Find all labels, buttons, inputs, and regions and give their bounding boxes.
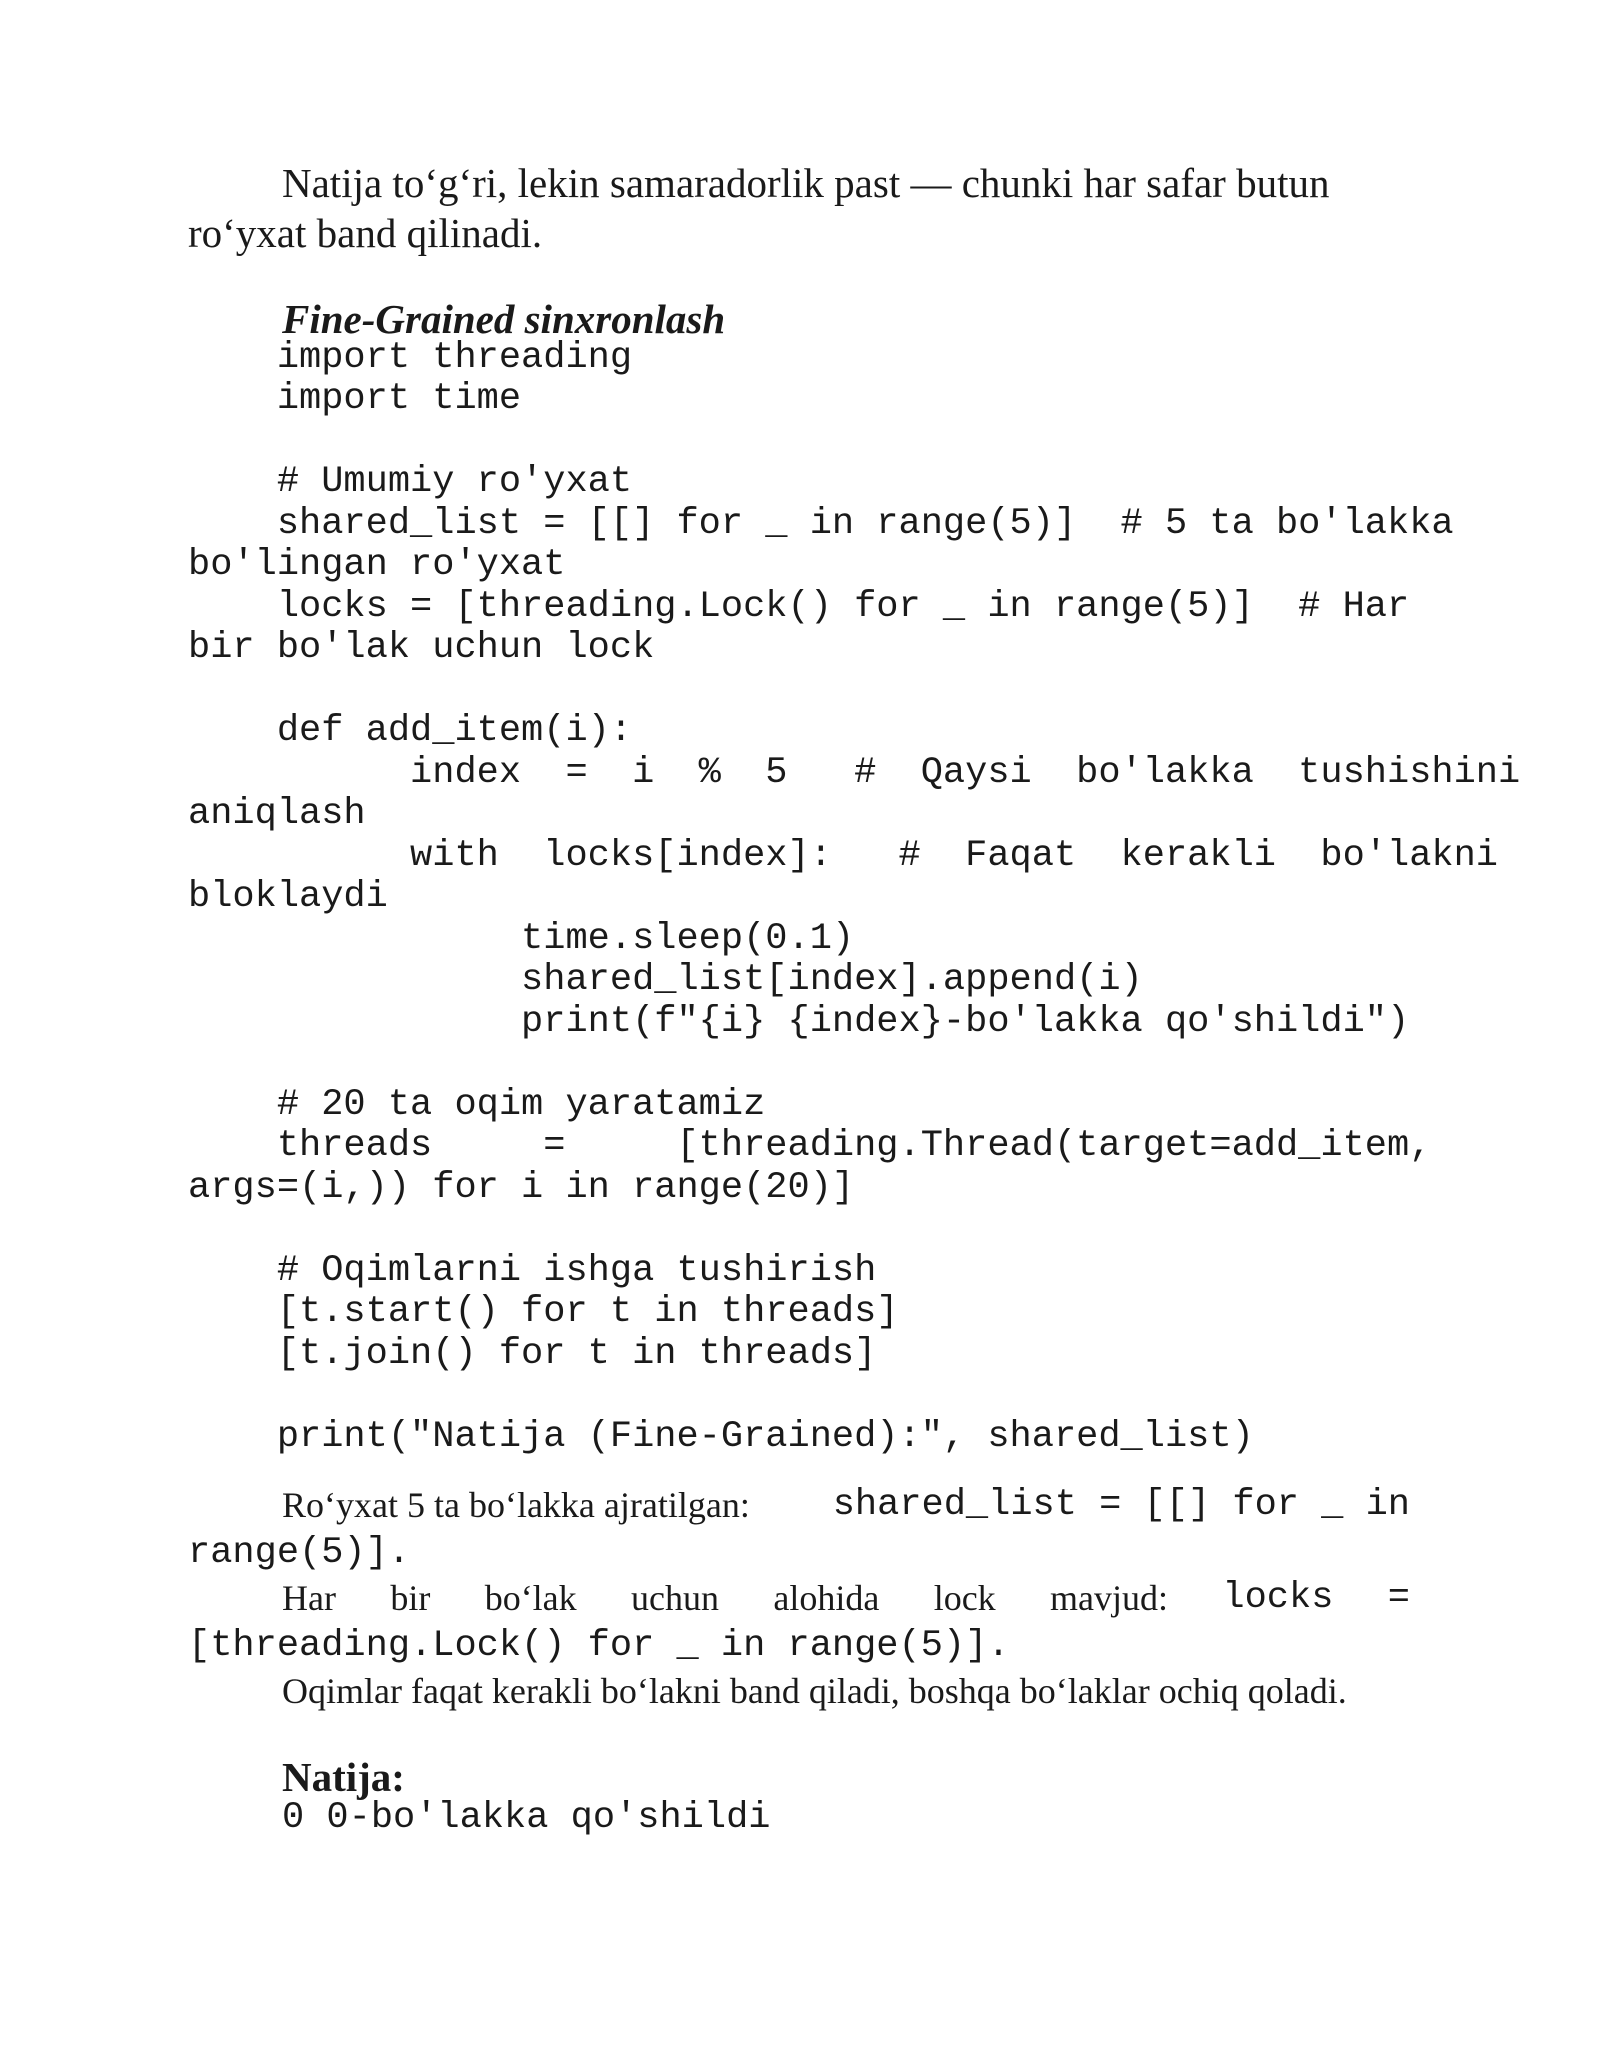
code-line: bo'lingan ro'yxat <box>188 544 566 586</box>
intro-line-1: Natija to‘g‘ri, lekin samaradorlik past — chunki har safar butun <box>282 160 1330 206</box>
explain-line-3 <box>188 1576 1410 1621</box>
code-line: bir bo'lak uchun lock <box>188 627 655 669</box>
explain-word: lock <box>933 1578 996 1618</box>
explain-word: alohida <box>773 1578 880 1618</box>
code-line <box>188 1375 1410 1417</box>
result-line: 0 0-bo'lakka qo'shildi <box>282 1796 771 1839</box>
explain-word: uchun <box>631 1578 719 1618</box>
code-line: print(f"{i} {index}-bo'lakka qo'shildi") <box>188 1000 1410 1043</box>
spacer <box>188 1458 1410 1483</box>
explain-word: bo‘lak <box>484 1578 577 1618</box>
code-line: shared_list = [[] for _ in range(5)] # 5 ta bo'lakka <box>188 502 1454 545</box>
code-line <box>188 1043 1410 1085</box>
code-line: # 20 ta oqim yaratamiz <box>188 1083 766 1126</box>
explain-line-1 <box>188 1483 1410 1528</box>
code-line <box>188 1209 1410 1251</box>
spacer <box>188 258 1410 300</box>
code-line: import threading <box>188 336 633 379</box>
explain-line-5 <box>188 1669 1410 1714</box>
code-line: [t.join() for t in threads] <box>188 1332 877 1375</box>
explain-text-1: Ro‘yxat 5 ta bo‘lakka ajratilgan: <box>282 1485 750 1525</box>
code-line: # Umumiy ro'yxat <box>188 461 633 503</box>
code-line: print("Natija (Fine-Grained):", shared_list) <box>188 1415 1254 1458</box>
document-page <box>188 158 1521 1839</box>
explain-line-2 <box>188 1528 1410 1576</box>
code-line: # Oqimlarni ishga tushirish <box>188 1249 877 1292</box>
spacer <box>188 1714 1410 1756</box>
code-line: args=(i,)) for i in range(20)] <box>188 1166 855 1209</box>
code-line: time.sleep(0.1) <box>188 917 855 960</box>
explain-word: = <box>1387 1577 1410 1619</box>
code-line: def add_item(i): <box>188 710 633 752</box>
code-line: [t.start() for t in threads] <box>188 1291 899 1333</box>
result-heading: Natija: <box>282 1753 405 1800</box>
code-line: threads = [threading.Thread(target=add_item, <box>188 1125 1432 1167</box>
explain-word: mavjud: <box>1050 1578 1169 1618</box>
code-line: locks = [threading.Lock() for _ in range(5)] # Har <box>188 585 1410 628</box>
code-line <box>188 421 1410 463</box>
code-line: bloklaydi <box>188 876 388 918</box>
explain-code-2-cont: [threading.Lock() for _ in range(5)]. <box>188 1625 1010 1667</box>
explain-text-3: Oqimlar faqat kerakli bo‘lakni band qiladi, boshqa bo‘laklar ochiq qoladi. <box>282 1671 1347 1711</box>
explain-word: locks <box>1222 1577 1334 1619</box>
section-heading: Fine-Grained sinxronlash <box>282 295 726 342</box>
explain-line-4 <box>188 1621 1410 1669</box>
intro-line-2: ro‘yxat band qilinadi. <box>188 210 543 256</box>
code-line: aniqlash <box>188 793 366 835</box>
code-line: import time <box>188 378 522 420</box>
explain-word: bir <box>390 1578 431 1618</box>
code-line <box>188 670 1410 712</box>
explanation <box>188 1483 1410 1714</box>
code-line: with locks[index]: # Faqat kerakli bo'lakni <box>188 834 1499 877</box>
code-block <box>188 336 1521 1459</box>
code-line: shared_list[index].append(i) <box>188 959 1143 1001</box>
explain-word: Har <box>282 1578 336 1618</box>
code-line: index = i % 5 # Qaysi bo'lakka tushishini <box>188 751 1521 794</box>
explain-code-1-cont: range(5)]. <box>188 1532 411 1574</box>
explain-code-1: shared_list = [[] for _ in <box>832 1484 1410 1526</box>
